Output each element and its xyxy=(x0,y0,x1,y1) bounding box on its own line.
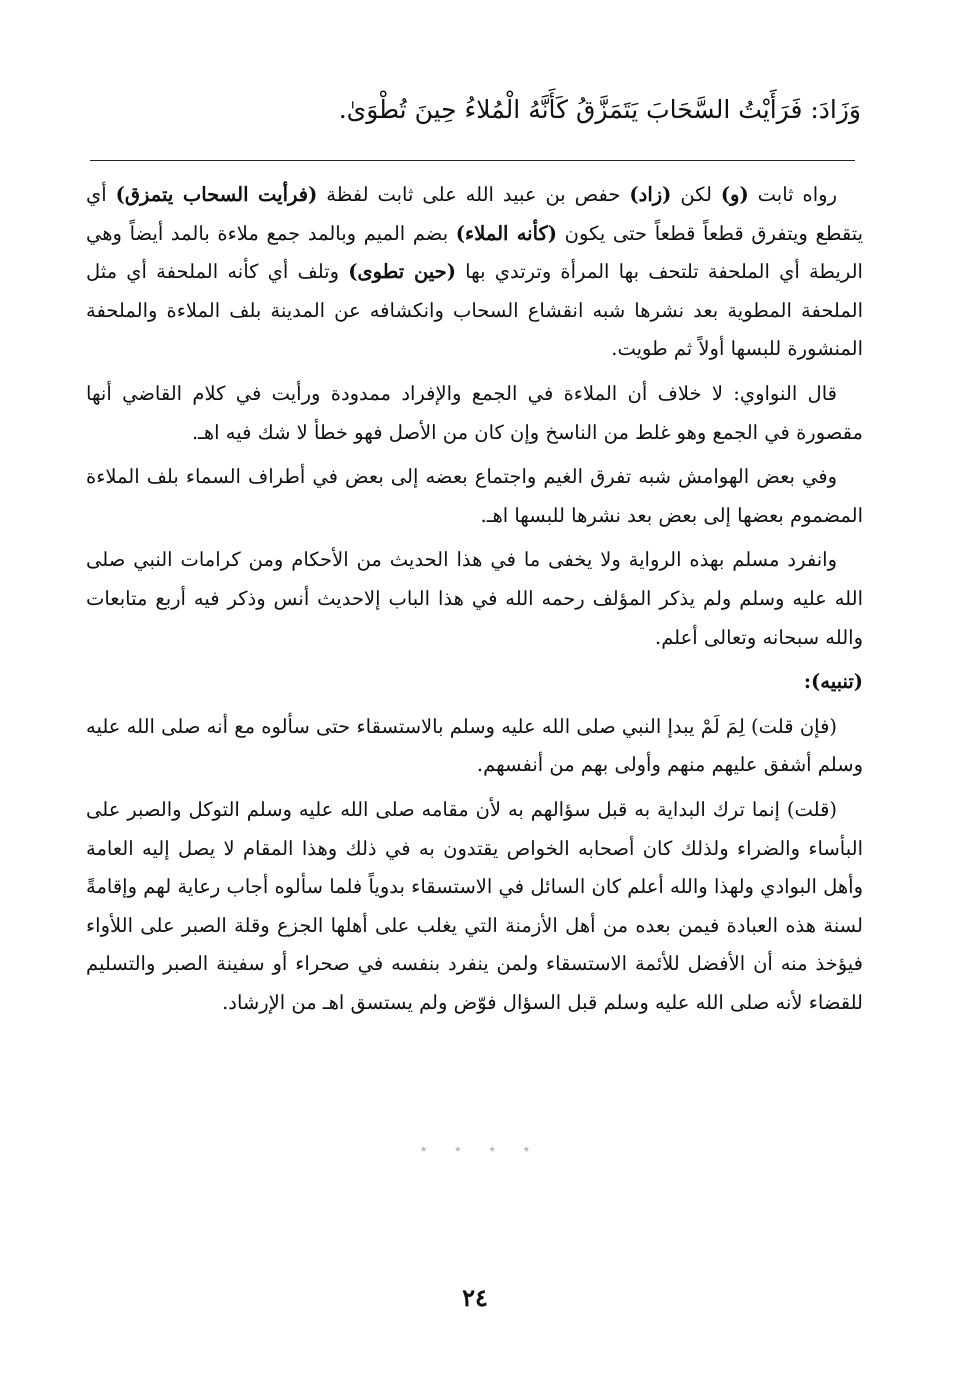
page-number: ٢٤ xyxy=(462,1283,488,1312)
paragraph-answer xyxy=(86,791,863,1023)
answer-marker: (قلت) xyxy=(786,797,837,821)
separator-rule xyxy=(90,160,855,161)
ornament-mark: ٭ xyxy=(454,1142,462,1157)
text-span: بضم الميم وبالمد جمع ملاءة بالمد أيضاً وهي الريطة أي الملحفة تلتحف بها المرأة وترتدي بها xyxy=(86,221,863,284)
paragraph-hawamish xyxy=(86,458,863,535)
text-span: لكن xyxy=(671,183,721,206)
paragraph-nawawi xyxy=(86,375,863,452)
bold-term: (حين تطوى) xyxy=(348,260,456,284)
question-marker: (فإن قلت) xyxy=(751,714,838,738)
ornament-mark: ٭ xyxy=(420,1142,428,1157)
hadith-text: وَزَادَ: فَرَأَيْتُ السَّحَابَ يَتَمَزَّقُ كَأَنَّهُ الْمُلاءُ حِينَ تُطْوَىٰ. xyxy=(338,95,861,124)
text-span: رواه ثابت xyxy=(748,183,837,206)
ornament-mark: ٭ xyxy=(522,1142,530,1157)
bold-term: (زاد) xyxy=(629,183,672,206)
text-span: حفص بن عبيد الله على ثابت لفظة xyxy=(317,183,630,206)
paragraph-muslim xyxy=(86,541,863,657)
bold-term: (و) xyxy=(720,183,749,206)
paragraph-question xyxy=(86,708,863,785)
bold-term: (كأنه الملاء) xyxy=(455,221,558,245)
paragraph-riwayah xyxy=(86,176,863,369)
paragraph-tanbih-heading xyxy=(86,663,863,702)
text-span: إنما ترك البداية به قبل سؤالهم به لأن مقامه صلى الله عليه وسلم التوكل والصبر على البأساء والضراء ولذلك كان أصحابه الخواص يقتدون به في ذلك وهذا المقام لا يصل إليه العامة وأهل البوادي ولهذا والله أعلم كان السائل في الاستسقاء بدوياً فلما سألوه أجاب رعاية لهم وإقامةً لسنة هذه العبادة فيمن بعده من أهل الأزمنة التي يغلب على أهلها الجزع وقلة الصبر على اللأواء فيؤخذ منه أن الأفضل للأئمة الاستسقاء ولمن ينفرد بنفسه في صحراء أو سفينة الصبر والتسليم للقضاء لأنه صلى الله عليه وسلم قبل السؤال فوّض ولم يستسق اهـ من الإرشاد. xyxy=(86,797,863,1014)
section-ornament xyxy=(420,1142,530,1157)
text-span: وفي بعض الهوامش شبه تفرق الغيم واجتماع بعضه إلى بعض في أطراف السماء بلف الملاءة المضموم بعضها إلى بعض بعد نشرها للبسها اهـ. xyxy=(86,465,863,527)
text-span: وانفرد مسلم بهذه الرواية ولا يخفى ما في هذا الحديث من الأحكام ومن كرامات النبي صلى الله عليه وسلم ولم يذكر المؤلف رحمه الله في هذا الباب إلاحديث أنس وذكر فيه أربع متابعات والله سبحانه وتعالى أعلم. xyxy=(86,548,863,649)
text-span: قال النواوي: لا خلاف أن الملاءة في الجمع والإفراد ممدودة ورأيت في كلام القاضي أنها مقصورة في الجمع وهو غلط من الناسخ وإن كان من الأصل فهو خطأ لا شك فيه اهـ. xyxy=(86,381,863,444)
text-span: وتلف أي كأنه الملحفة أي مثل الملحفة المطوية بعد نشرها شبه انقشاع السحاب وانكشافه عن المدينة بلف الملاءة والملحفة المنشورة للبسها أولاً ثم طويت. xyxy=(86,260,863,361)
commentary-body xyxy=(86,176,863,1028)
bold-term: (فرأيت السحاب يتمزق) xyxy=(115,183,318,206)
section-heading: (تنبيه): xyxy=(803,670,863,694)
ornament-mark: ٭ xyxy=(488,1142,496,1157)
text-span: لِمَ لَمْ يبدإ النبي صلى الله عليه وسلم بالاستسقاء حتى سألوه مع أنه صلى الله عليه وسلم أشفق عليهم منهم وأولى بهم من أنفسهم. xyxy=(86,714,863,777)
text-span: أي يتقطع ويتفرق قطعاً قطعاً حتى يكون xyxy=(86,183,863,245)
